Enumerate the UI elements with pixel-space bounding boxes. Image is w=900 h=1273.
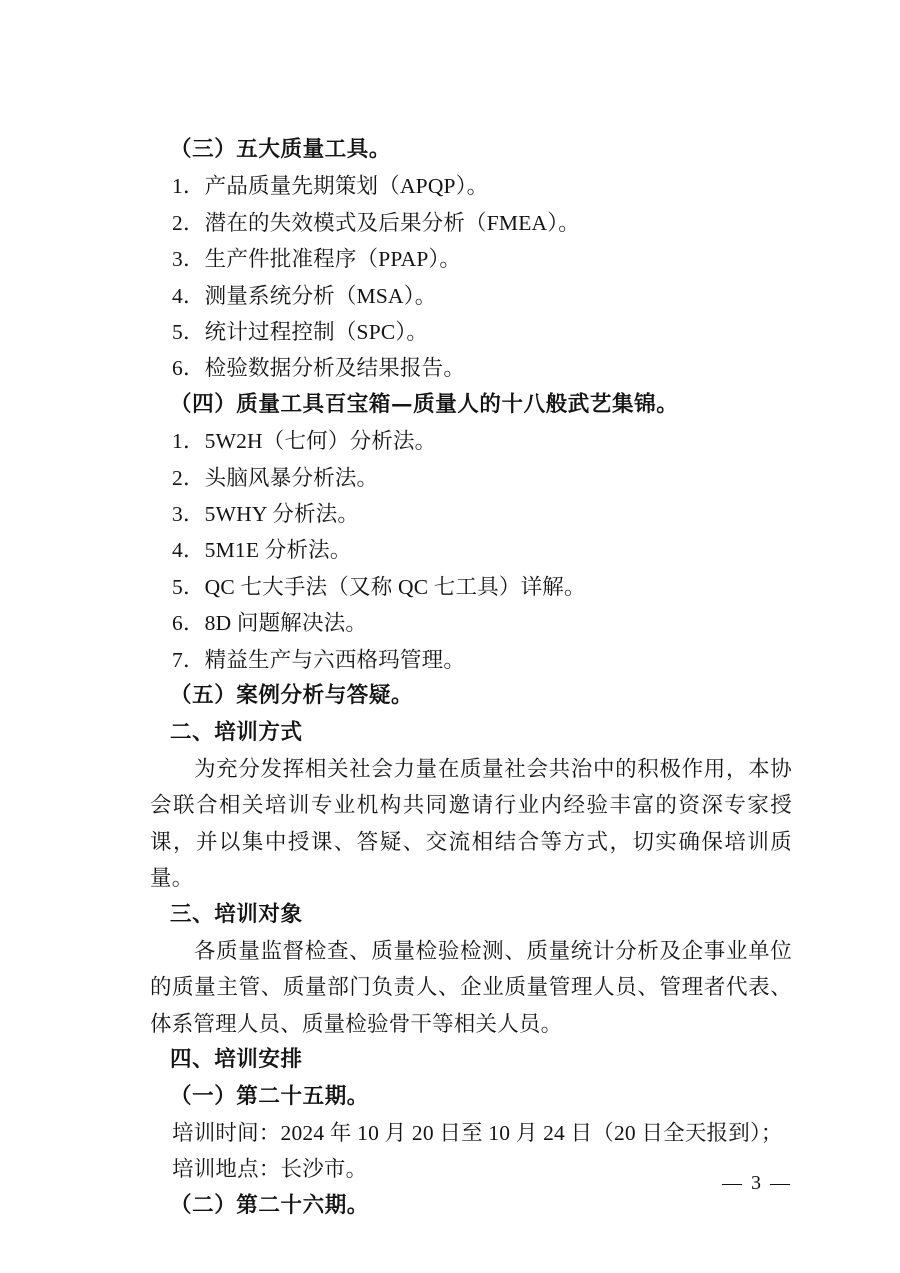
list-item: 4．5M1E 分析法。 (172, 538, 352, 563)
list-item: 1．产品质量先期策划（APQP）。 (172, 174, 489, 199)
list-item: 2．头脑风暴分析法。 (172, 465, 379, 490)
list-item: 6．8D 问题解决法。 (172, 611, 368, 636)
page-number: — 3 — (722, 1172, 792, 1194)
list-item: 2．潜在的失效模式及后果分析（FMEA）。 (172, 210, 580, 235)
list-item: 3．5WHY 分析法。 (172, 502, 360, 527)
session-25-time: 培训时间：2024 年 10 月 20 日至 10 月 24 日（20 日全天报到）； (172, 1120, 783, 1145)
subsection-session-25: （一）第二十五期。 (170, 1083, 369, 1109)
list-item: 4．测量系统分析（MSA）。 (172, 283, 437, 308)
section-heading-training-schedule: 四、培训安排 (170, 1047, 303, 1073)
list-item: 5．统计过程控制（SPC）。 (172, 320, 429, 345)
list-item: 7．精益生产与六西格玛管理。 (172, 647, 466, 672)
paragraph-training-method: 为充分发挥相关社会力量在质量社会共治中的积极作用，本协会联合相关培训专业机构共同邀请行业内经验丰富的资深专家授课，并以集中授课、答疑、交流相结合等方式，切实确保培训质量。 (150, 756, 792, 891)
section-heading-training-audience: 三、培训对象 (170, 901, 303, 927)
section-heading-four: （四）质量工具百宝箱—质量人的十八般武艺集锦。 (170, 391, 679, 417)
section-heading-three: （三）五大质量工具。 (170, 137, 392, 162)
session-25-location: 培训地点：长沙市。 (172, 1157, 368, 1182)
list-item: 5．QC 七大手法（又称 QC 七工具）详解。 (172, 574, 586, 599)
list-item: 1．5W2H（七何）分析法。 (172, 429, 437, 454)
list-item: 6．检验数据分析及结果报告。 (172, 356, 466, 381)
section-heading-training-method: 二、培训方式 (170, 719, 303, 745)
document-body (150, 132, 792, 1224)
section-heading-five: （五）案例分析与答疑。 (170, 683, 414, 709)
subsection-session-26: （二）第二十六期。 (170, 1192, 369, 1218)
paragraph-training-audience: 各质量监督检查、质量检验检测、质量统计分析及企事业单位的质量主管、质量部门负责人、企业质量管理人员、管理者代表、体系管理人员、质量检验骨干等相关人员。 (150, 938, 792, 1036)
list-item: 3．生产件批准程序（PPAP）。 (172, 247, 462, 272)
